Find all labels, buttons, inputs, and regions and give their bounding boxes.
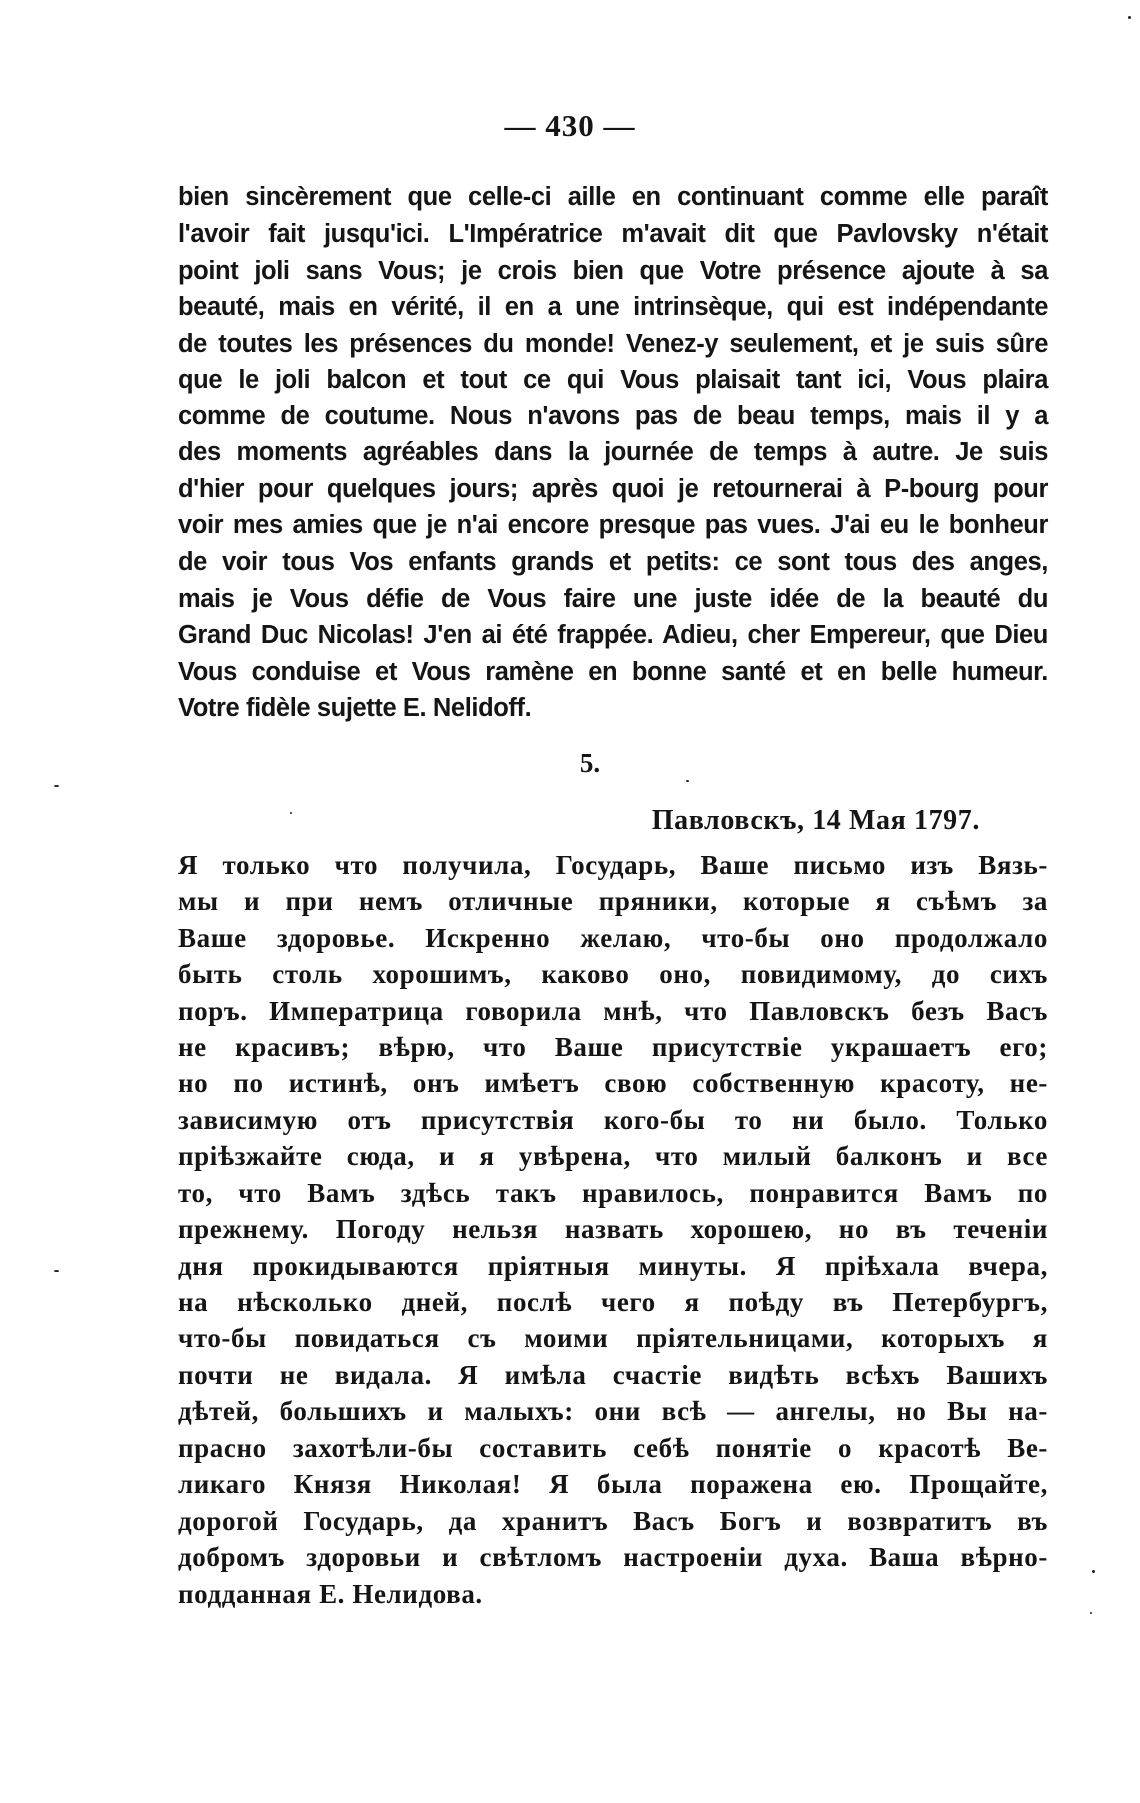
- russian-letter-line: то, что Вамъ здѣсь такъ нравилось, понравится Вамъ по: [178, 1178, 1048, 1208]
- russian-letter-line: зависимую отъ присутствія кого-бы то ни было. Только: [178, 1105, 1048, 1135]
- russian-letter-line: добромъ здоровьи и свѣтломъ настроеніи духа. Ваша вѣрно-: [178, 1542, 1048, 1572]
- french-letter-line: l'avoir fait jusqu'ici. L'Impératrice m'avait dit que Pavlovsky n'était: [178, 220, 1048, 248]
- scan-speck: [54, 785, 59, 787]
- french-letter-line: point joli sans Vous; je crois bien que Votre présence ajoute à sa: [178, 257, 1048, 285]
- russian-letter-line: быть столь хорошимъ, каково оно, повидимому, до сихъ: [178, 959, 1048, 989]
- russian-letter-line: Я только что получила, Государь, Ваше письмо изъ Вязь-: [178, 850, 1048, 880]
- scan-speck: [686, 780, 689, 782]
- scan-speck: [1128, 16, 1131, 19]
- scan-speck: [1092, 1570, 1095, 1573]
- french-letter-line: beauté, mais en vérité, il en a une intrinsèque, qui est indépendante: [178, 293, 1048, 321]
- french-letter-line: de voir tous Vos enfants grands et petits: ce sont tous des anges,: [178, 548, 1048, 576]
- letter-number: 5.: [579, 748, 601, 778]
- russian-letter-line: дѣтей, большихъ и малыхъ: они всѣ — ангелы, но Вы на-: [178, 1396, 1048, 1426]
- russian-letter-line: мы и при немъ отличные пряники, которые я съѣмъ за: [178, 886, 1048, 916]
- russian-letter-line: на нѣсколько дней, послѣ чего я поѣду въ Петербургъ,: [178, 1287, 1048, 1317]
- russian-letter-line: прасно захотѣли-бы составить себѣ понятіе о красотѣ Ве-: [178, 1433, 1048, 1463]
- french-letter-line: bien sincèrement que celle-ci aille en continuant comme elle paraît: [178, 183, 1048, 211]
- french-letter-line: voir mes amies que je n'ai encore presque pas vues. J'ai eu le bonheur: [178, 511, 1048, 539]
- russian-letter-line: дорогой Государь, да хранитъ Васъ Богъ и возвратитъ въ: [178, 1506, 1048, 1536]
- scan-speck: [1090, 1612, 1092, 1614]
- french-letter-line: mais je Vous défie de Vous faire une juste idée de la beauté du: [178, 585, 1048, 613]
- russian-letter-line: поръ. Императрица говорила мнѣ, что Павловскъ безъ Васъ: [178, 996, 1048, 1026]
- russian-letter-line: не красивъ; вѣрю, что Ваше присутствіе украшаетъ его;: [178, 1032, 1048, 1062]
- russian-letter-line: что-бы повидаться съ моими пріятельницами, которыхъ я: [178, 1323, 1048, 1353]
- french-letter-line: Vous conduise et Vous ramène en bonne santé et en belle humeur.: [178, 658, 1048, 686]
- french-letter-line: Votre fidèle sujette E. Nelidoff.: [178, 694, 532, 722]
- russian-letter-line: дня прокидываются пріятныя минуты. Я пріѣхала вчера,: [178, 1251, 1048, 1281]
- french-letter-line: Grand Duc Nicolas! J'en ai été frappée. Adieu, cher Empereur, que Dieu: [178, 621, 1048, 649]
- french-letter-line: de toutes les présences du monde! Venez-y seulement, et je suis sûre: [178, 330, 1048, 358]
- russian-letter-line: почти не видала. Я имѣла счастіе видѣть всѣхъ Вашихъ: [178, 1360, 1048, 1390]
- french-letter-line: que le joli balcon et tout ce qui Vous plaisait tant ici, Vous plaira: [178, 366, 1048, 394]
- russian-letter-line: пріѣзжайте сюда, и я увѣрена, что милый балконъ и все: [178, 1141, 1048, 1171]
- russian-letter-line: ликаго Князя Николая! Я была поражена ею. Прощайте,: [178, 1469, 1048, 1499]
- french-letter-line: des moments agréables dans la journée de temps à autre. Je suis: [178, 438, 1048, 466]
- russian-letter-line: Ваше здоровье. Искренно желаю, что-бы оно продолжало: [178, 923, 1048, 953]
- french-letter-line: comme de coutume. Nous n'avons pas de beau temps, mais il y a: [178, 402, 1048, 430]
- letter-dateline: Павловскъ, 14 Мая 1797.: [651, 805, 980, 836]
- scan-speck: [290, 812, 292, 814]
- russian-letter-line: но по истинѣ, онъ имѣетъ свою собственную красоту, не-: [178, 1068, 1048, 1098]
- scan-speck: [54, 1270, 59, 1272]
- french-letter-line: d'hier pour quelques jours; après quoi je retournerai à P-bourg pour: [178, 475, 1048, 503]
- page-number: — 430 —: [504, 108, 636, 143]
- russian-letter-line: прежнему. Погоду нельзя назвать хорошею, но въ теченіи: [178, 1214, 1048, 1244]
- russian-letter-line: подданная Е. Нелидова.: [178, 1579, 483, 1609]
